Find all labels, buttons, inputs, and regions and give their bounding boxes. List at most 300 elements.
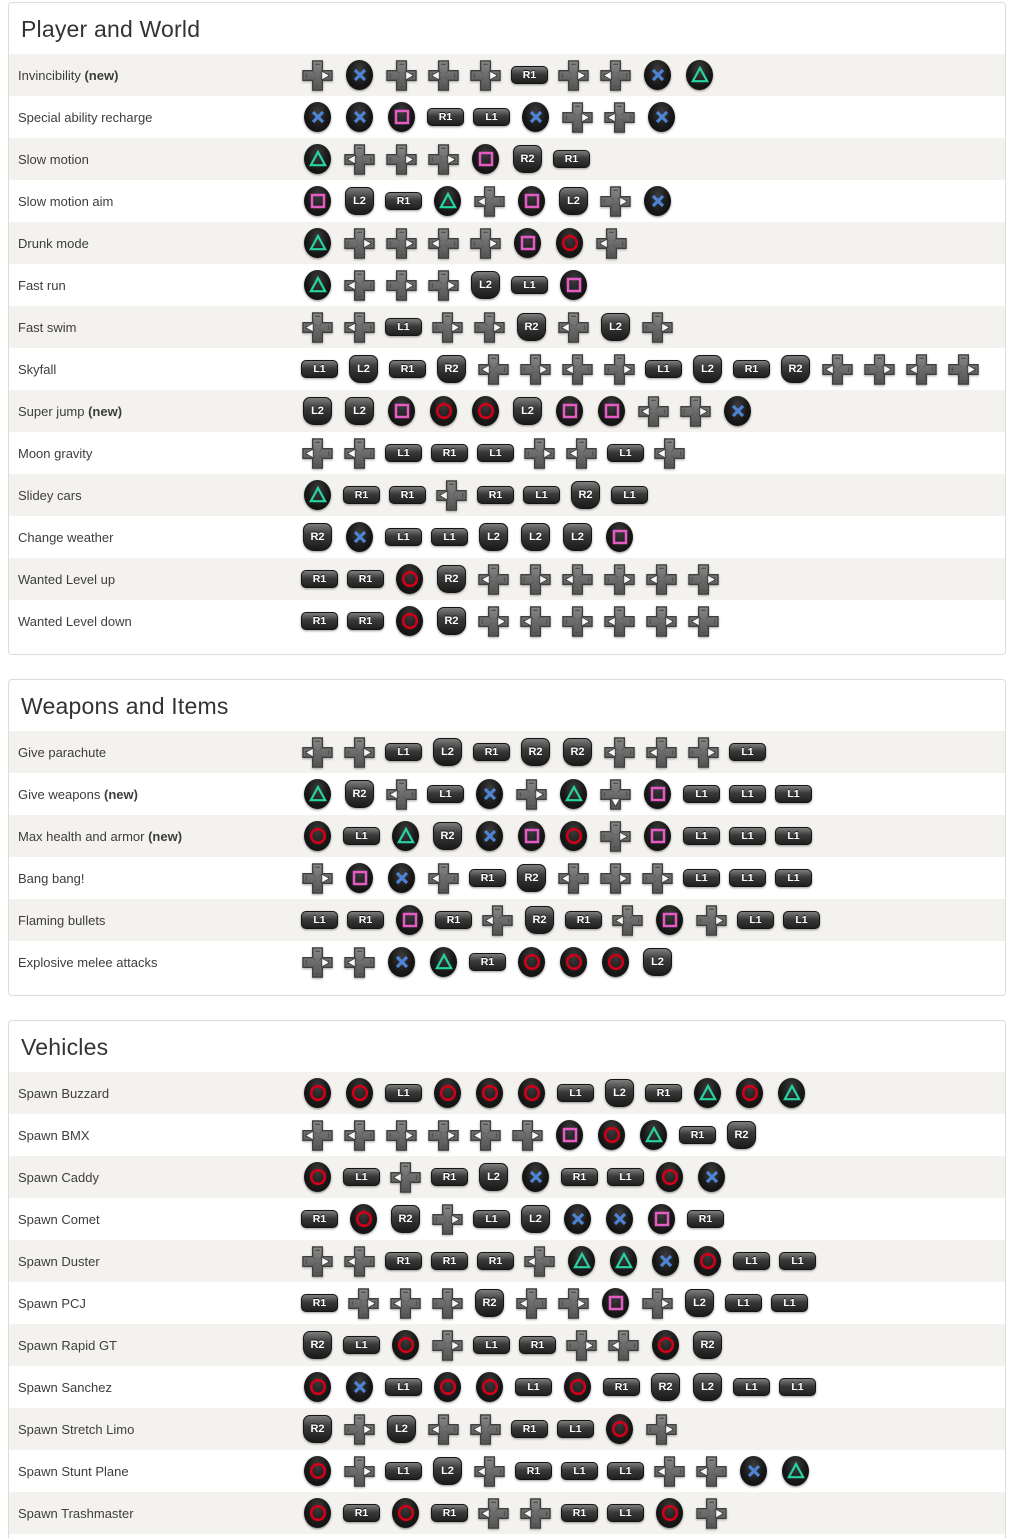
cheat-row-spawn-comet [9, 1198, 1005, 1240]
button-slot [595, 228, 628, 259]
button-slot [553, 150, 590, 168]
button-slot [641, 821, 674, 851]
dpad-left-icon [478, 564, 509, 595]
button-sequence [301, 1078, 808, 1108]
button-slot [427, 108, 464, 126]
square-button-icon [388, 102, 415, 132]
r1-button-icon: R1 [431, 444, 468, 462]
l1-button-icon: L1 [725, 1294, 762, 1312]
dpad-left-icon [566, 438, 597, 469]
button-slot [389, 1498, 422, 1528]
button-slot [721, 396, 754, 426]
button-slot [687, 1210, 724, 1228]
button-slot [301, 480, 334, 510]
l2-button-icon: L2 [471, 271, 500, 299]
circle-button-icon [430, 396, 457, 426]
r1-button-icon: R1 [347, 612, 384, 630]
button-slot [385, 743, 422, 761]
dpad-left-icon [696, 1456, 727, 1487]
button-slot [775, 1078, 808, 1108]
button-slot [343, 1336, 380, 1354]
button-slot [431, 528, 468, 546]
square-button-icon [396, 905, 423, 935]
dpad-left-icon [482, 905, 513, 936]
dpad-right-icon [386, 228, 417, 259]
r2-button-icon: R2 [693, 1331, 722, 1359]
button-slot [343, 486, 380, 504]
button-slot [737, 911, 774, 929]
button-slot [553, 396, 586, 426]
r2-button-icon: R2 [391, 1205, 420, 1233]
new-tag: (new) [104, 786, 138, 802]
cheat-label: Super jump (new) [18, 403, 123, 419]
button-slot [431, 186, 464, 216]
l1-button-icon: L1 [607, 1504, 644, 1522]
button-slot [389, 1288, 422, 1319]
l1-button-icon: L1 [771, 1294, 808, 1312]
button-slot [385, 228, 418, 259]
button-slot [561, 1372, 594, 1402]
l1-button-icon: L1 [343, 1168, 380, 1186]
cross-button-icon [652, 1246, 679, 1276]
cross-button-icon [346, 102, 373, 132]
r2-button-icon: R2 [517, 864, 546, 892]
r2-button-icon: R2 [303, 1415, 332, 1443]
cheat-label: Drunk mode [18, 235, 89, 251]
button-slot [389, 1205, 422, 1233]
button-slot [301, 1246, 334, 1277]
dpad-right-icon [302, 60, 333, 91]
button-slot [431, 444, 468, 462]
circle-button-icon [304, 1456, 331, 1486]
r1-button-icon: R1 [511, 1420, 548, 1438]
l1-button-icon: L1 [729, 785, 766, 803]
cheat-label: Give weapons (new) [18, 786, 138, 802]
button-slot [561, 606, 594, 637]
l1-button-icon: L1 [733, 1252, 770, 1270]
dpad-left-icon [474, 186, 505, 217]
button-slot [301, 1372, 334, 1402]
button-slot [343, 1372, 376, 1402]
button-slot [435, 607, 468, 635]
button-sequence [301, 1288, 808, 1319]
button-slot [301, 60, 334, 91]
button-slot [473, 821, 506, 851]
button-slot [729, 743, 766, 761]
button-slot [477, 1498, 510, 1529]
button-slot [599, 821, 632, 852]
button-slot [523, 486, 560, 504]
button-slot [511, 1120, 544, 1151]
dpad-right-icon [696, 905, 727, 936]
button-sequence [301, 522, 636, 552]
r2-button-icon: R2 [303, 1331, 332, 1359]
button-slot [611, 905, 644, 936]
cheat-row-spawn-pcj [9, 1282, 1005, 1324]
button-slot [683, 60, 716, 90]
cheat-label: Explosive melee attacks [18, 954, 158, 970]
button-slot [649, 1373, 682, 1401]
button-slot [771, 1294, 808, 1312]
button-sequence [301, 564, 720, 595]
button-slot [515, 1378, 552, 1396]
dpad-left-icon [654, 1456, 685, 1487]
button-slot [301, 1498, 334, 1528]
cheat-row-skyfall [9, 348, 1005, 390]
circle-button-icon [564, 1372, 591, 1402]
cheat-row-explosive-melee-attacks [9, 941, 1005, 983]
r2-button-icon: R2 [563, 738, 592, 766]
cheat-label: Spawn PCJ [18, 1295, 86, 1311]
button-sequence [301, 947, 674, 978]
dpad-left-icon [344, 270, 375, 301]
button-slot [477, 354, 510, 385]
l1-button-icon: L1 [733, 1378, 770, 1396]
cheat-label: Wanted Level down [18, 613, 132, 629]
button-slot [515, 947, 548, 977]
button-slot [469, 144, 502, 174]
button-slot [603, 522, 636, 552]
button-slot [779, 1252, 816, 1270]
button-sequence [301, 1456, 812, 1487]
dpad-left-icon [558, 863, 589, 894]
dpad-right-icon [562, 102, 593, 133]
cross-button-icon [740, 1456, 767, 1486]
dpad-left-icon [436, 480, 467, 511]
square-button-icon [518, 821, 545, 851]
button-slot [561, 354, 594, 385]
r2-button-icon: R2 [303, 523, 332, 551]
l1-button-icon: L1 [557, 1084, 594, 1102]
dpad-right-icon [524, 438, 555, 469]
dpad-left-icon [596, 228, 627, 259]
r1-button-icon: R1 [343, 486, 380, 504]
section-title: Weapons and Items [21, 693, 229, 719]
button-slot [427, 228, 460, 259]
square-button-icon [648, 1204, 675, 1234]
dpad-right-icon [344, 1456, 375, 1487]
button-slot [385, 1415, 418, 1443]
dpad-right-icon [696, 1498, 727, 1529]
dpad-right-icon [432, 1204, 463, 1235]
triangle-button-icon [694, 1078, 721, 1108]
dpad-left-icon [344, 144, 375, 175]
dpad-left-icon [478, 354, 509, 385]
r1-button-icon: R1 [347, 911, 384, 929]
button-slot [607, 444, 644, 462]
dpad-right-icon [604, 354, 635, 385]
button-slot [477, 523, 510, 551]
circle-button-icon [472, 396, 499, 426]
button-slot [343, 1456, 376, 1487]
button-slot [385, 1462, 422, 1480]
button-sequence [301, 1162, 728, 1193]
l1-button-icon: L1 [343, 1336, 380, 1354]
button-slot [729, 785, 766, 803]
button-slot [557, 312, 590, 343]
button-slot [389, 486, 426, 504]
button-slot [301, 228, 334, 258]
l1-button-icon: L1 [473, 1210, 510, 1228]
r1-button-icon: R1 [385, 1252, 422, 1270]
button-slot [301, 523, 334, 551]
cheat-row-spawn-rapid-gt [9, 1324, 1005, 1366]
button-slot [469, 953, 506, 971]
button-slot [511, 145, 544, 173]
dpad-left-icon [302, 1120, 333, 1151]
button-slot [343, 312, 376, 343]
button-slot [905, 354, 938, 385]
cross-button-icon [606, 1204, 633, 1234]
r1-button-icon: R1 [553, 150, 590, 168]
square-button-icon [656, 905, 683, 935]
button-slot [301, 947, 334, 978]
dpad-left-icon [344, 947, 375, 978]
square-button-icon [598, 396, 625, 426]
button-slot [301, 863, 334, 894]
r1-button-icon: R1 [511, 66, 548, 84]
circle-button-icon [392, 1330, 419, 1360]
button-slot [649, 1330, 682, 1360]
button-slot [695, 1162, 728, 1192]
dpad-left-icon [562, 354, 593, 385]
cheat-label: Spawn Caddy [18, 1169, 99, 1185]
button-sequence [301, 102, 678, 133]
cheat-row-spawn-bmx [9, 1114, 1005, 1156]
cross-button-icon [346, 1372, 373, 1402]
button-slot [385, 318, 422, 336]
button-slot [343, 1504, 380, 1522]
r1-button-icon: R1 [469, 869, 506, 887]
button-slot [435, 480, 468, 511]
button-slot [557, 863, 590, 894]
button-slot [557, 187, 590, 215]
dpad-right-icon [302, 863, 333, 894]
button-slot [523, 1246, 556, 1277]
button-slot [301, 1415, 334, 1443]
button-slot [347, 1204, 380, 1234]
button-slot [431, 738, 464, 766]
dpad-right-icon [864, 354, 895, 385]
button-slot [561, 738, 594, 766]
r2-button-icon: R2 [651, 1373, 680, 1401]
button-slot [519, 738, 552, 766]
button-slot [473, 1336, 510, 1354]
button-slot [385, 1252, 422, 1270]
cheat-row-invincibility [9, 54, 1005, 96]
button-slot [301, 397, 334, 425]
button-slot [347, 570, 384, 588]
square-button-icon [560, 270, 587, 300]
l1-button-icon: L1 [385, 1084, 422, 1102]
button-slot [519, 354, 552, 385]
button-slot [683, 827, 720, 845]
l2-button-icon: L2 [643, 948, 672, 976]
square-button-icon [346, 863, 373, 893]
dpad-left-icon [428, 228, 459, 259]
button-sequence [301, 186, 674, 217]
dpad-right-icon [512, 1120, 543, 1151]
button-slot [431, 822, 464, 850]
dpad-left-icon [302, 438, 333, 469]
button-slot [519, 1336, 556, 1354]
dpad-right-icon [520, 354, 551, 385]
button-slot [653, 905, 686, 935]
l1-button-icon: L1 [385, 318, 422, 336]
button-sequence [301, 312, 674, 343]
dpad-left-icon [428, 863, 459, 894]
l1-button-icon: L1 [385, 743, 422, 761]
cheat-row-give-parachute [9, 731, 1005, 773]
button-slot [389, 821, 422, 851]
button-slot [733, 1378, 770, 1396]
button-slot [301, 438, 334, 469]
button-slot [641, 863, 674, 894]
r2-button-icon: R2 [437, 355, 466, 383]
button-sequence [301, 1372, 816, 1402]
cheat-row-spawn-trashmaster [9, 1492, 1005, 1534]
cheat-label: Skyfall [18, 361, 57, 377]
cheat-row-fast-run [9, 264, 1005, 306]
button-slot [553, 228, 586, 258]
button-slot [649, 1246, 682, 1276]
button-slot [679, 1126, 716, 1144]
button-slot [603, 102, 636, 133]
button-slot [435, 911, 472, 929]
button-slot [343, 947, 376, 978]
r2-button-icon: R2 [571, 481, 600, 509]
button-slot [611, 486, 648, 504]
button-slot [473, 1456, 506, 1487]
r1-button-icon: R1 [301, 612, 338, 630]
button-slot [645, 102, 678, 132]
button-slot [427, 144, 460, 175]
square-button-icon [556, 396, 583, 426]
button-slot [519, 1205, 552, 1233]
cheat-label: Invincibility (new) [18, 67, 119, 83]
r2-button-icon: R2 [517, 313, 546, 341]
button-slot [343, 228, 376, 259]
dpad-right-icon [348, 1288, 379, 1319]
square-button-icon [388, 396, 415, 426]
dpad-right-icon [474, 312, 505, 343]
l2-button-icon: L2 [349, 355, 378, 383]
cross-button-icon [522, 102, 549, 132]
button-slot [737, 1456, 770, 1486]
r1-button-icon: R1 [515, 1462, 552, 1480]
button-slot [347, 911, 384, 929]
square-button-icon [472, 144, 499, 174]
cross-button-icon [648, 102, 675, 132]
button-slot [431, 1372, 464, 1402]
l1-button-icon: L1 [729, 827, 766, 845]
r1-button-icon: R1 [431, 1252, 468, 1270]
dpad-right-icon [680, 396, 711, 427]
triangle-button-icon [610, 1246, 637, 1276]
button-slot [515, 1462, 552, 1480]
button-slot [473, 743, 510, 761]
triangle-button-icon [640, 1120, 667, 1150]
cheat-label: Wanted Level up [18, 571, 116, 587]
dpad-left-icon [608, 1330, 639, 1361]
button-slot [645, 1414, 678, 1445]
button-slot [691, 1373, 724, 1401]
button-slot [595, 1120, 628, 1150]
button-slot [473, 1078, 506, 1108]
button-slot [561, 102, 594, 133]
button-slot [427, 863, 460, 894]
cheat-row-wanted-level-down [9, 600, 1005, 642]
r1-button-icon: R1 [733, 360, 770, 378]
button-slot [511, 1420, 548, 1438]
button-slot [469, 1120, 502, 1151]
r1-button-icon: R1 [427, 108, 464, 126]
dpad-left-icon [524, 1246, 555, 1277]
r1-button-icon: R1 [473, 743, 510, 761]
r2-button-icon: R2 [437, 607, 466, 635]
l2-button-icon: L2 [521, 523, 550, 551]
button-slot [427, 1120, 460, 1151]
l1-button-icon: L1 [385, 528, 422, 546]
button-slot [473, 1289, 506, 1317]
l1-button-icon: L1 [729, 869, 766, 887]
r1-button-icon: R1 [431, 1168, 468, 1186]
button-slot [679, 396, 712, 427]
button-slot [301, 1210, 338, 1228]
button-slot [603, 354, 636, 385]
circle-button-icon [602, 947, 629, 977]
triangle-button-icon [778, 1078, 805, 1108]
button-slot [599, 1288, 632, 1318]
button-slot [683, 785, 720, 803]
button-slot [557, 947, 590, 977]
circle-button-icon [518, 1078, 545, 1108]
square-button-icon [602, 1288, 629, 1318]
button-slot [653, 1456, 686, 1487]
dpad-left-icon [520, 606, 551, 637]
circle-button-icon [392, 1498, 419, 1528]
button-sequence [301, 438, 686, 469]
button-slot [389, 1162, 422, 1193]
dpad-right-icon [478, 606, 509, 637]
cheat-label: Slow motion aim [18, 193, 114, 209]
cheat-label: Spawn Trashmaster [18, 1505, 134, 1521]
button-slot [599, 313, 632, 341]
cross-button-icon [304, 102, 331, 132]
dpad-right-icon [432, 1330, 463, 1361]
dpad-left-icon [604, 737, 635, 768]
button-sequence [301, 905, 820, 936]
button-slot [469, 396, 502, 426]
l1-button-icon: L1 [561, 1462, 598, 1480]
cheat-row-spawn-sanchez [9, 1366, 1005, 1408]
button-slot [473, 1210, 510, 1228]
button-sequence [301, 144, 590, 175]
button-slot [469, 60, 502, 91]
button-slot [603, 606, 636, 637]
button-slot [469, 271, 502, 299]
button-slot [385, 1120, 418, 1151]
triangle-button-icon [568, 1246, 595, 1276]
button-slot [343, 438, 376, 469]
button-slot [599, 947, 632, 977]
cheat-row-drunk-mode [9, 222, 1005, 264]
l1-button-icon: L1 [557, 1420, 594, 1438]
button-slot [683, 1289, 716, 1317]
cheat-label: Change weather [18, 529, 114, 545]
button-slot [343, 187, 376, 215]
l1-button-icon: L1 [515, 1378, 552, 1396]
